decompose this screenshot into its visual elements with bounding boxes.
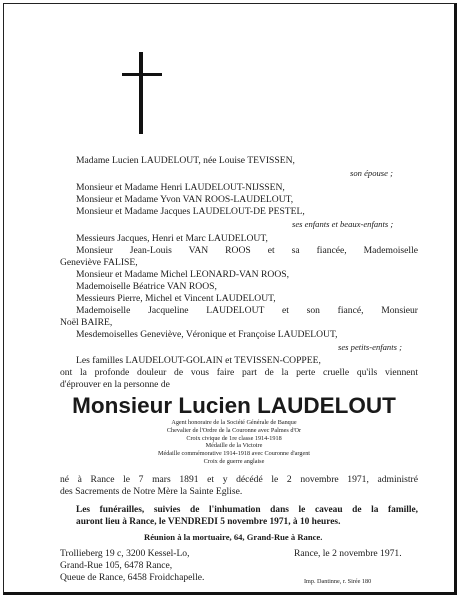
family-line: Monsieur et Madame Michel LEONARD-VAN ROOS, [76,269,289,280]
family-line: Madame Lucien LAUDELOUT, née Louise TEVISSEN, [76,155,295,166]
title-line: Croix civique de 1re classe 1914-1918 [186,434,282,442]
address-line: Grand-Rue 105, 6478 Rance, [60,560,173,571]
relation-label: ses enfants et beaux-enfants ; [292,219,394,229]
birth-death-line: des Sacrements de Notre Mère la Sainte Eglise. [60,486,243,497]
address-line: Queue de Rance, 6458 Froidchapelle. [60,572,205,583]
titles-block [114,419,354,466]
family-line: Monsieur et Madame Jacques LAUDELOUT-DE PESTEL, [76,206,305,217]
memorial-card [3,3,457,595]
birth-death-line: né à Rance le 7 mars 1891 et y décédé le 2 novembre 1971, administré [60,474,418,485]
relation-label: ses petits-enfants ; [338,342,402,352]
place-date: Rance, le 2 novembre 1971. [294,548,402,559]
funeral-line: Les funérailles, suivies de l'inhumation dans le caveau de la famille, [76,505,418,515]
title-line: Agent honoraire de la Société Générale de Banque [171,419,297,426]
family-line: Messieurs Jacques, Henri et Marc LAUDELOUT, [76,233,268,244]
announcement-line: ont la profonde douleur de vous faire part de la perte cruelle qu'ils viennent [60,367,418,378]
family-line: Geneviève FALISE, [60,257,138,268]
printer-credit: Imp. Dantinne, r. Sirée 180 [304,578,372,585]
cross-icon [122,52,162,134]
family-line: Mesdemoiselles Geneviève, Véronique et Françoise LAUDELOUT, [76,329,338,340]
title-line: Médaille de la Victoire [205,442,263,450]
title-line: Croix de guerre anglaise [203,457,265,465]
family-line: Noël BAIRE, [60,317,113,328]
family-line: Monsieur Jean-Louis VAN ROOS et sa fiancée, Mademoiselle [76,245,418,256]
relation-label: son épouse ; [350,168,393,178]
family-line: Mademoiselle Béatrice VAN ROOS, [76,281,217,292]
announcement-line: d'éprouver en la personne de [60,379,170,390]
title-line: Chevalier de l'Ordre de la Couronne avec Palmes d'Or [166,426,302,434]
deceased-name: Monsieur Lucien LAUDELOUT [72,393,396,418]
address-line: Trollieberg 19 c, 3200 Kessel-Lo, [60,548,190,559]
family-line: Mademoiselle Jacqueline LAUDELOUT et son fiancé, Monsieur [76,305,418,316]
family-line: Monsieur et Madame Henri LAUDELOUT-NIJSSEN, [76,182,285,193]
family-line: Les familles LAUDELOUT-GOLAIN et TEVISSEN-COPPEE, [76,355,321,366]
family-line: Monsieur et Madame Yvon VAN ROOS-LAUDELOUT, [76,194,294,205]
family-line: Messieurs Pierre, Michel et Vincent LAUDELOUT, [76,293,276,304]
funeral-line: auront lieu à Rance, le VENDREDI 5 novembre 1971, à 10 heures. [76,517,341,527]
title-line: Médaille commémorative 1914-1918 avec Couronne d'argent [157,450,311,458]
meeting-note: Réunion à la mortuaire, 64, Grand-Rue à Rance. [144,532,323,542]
